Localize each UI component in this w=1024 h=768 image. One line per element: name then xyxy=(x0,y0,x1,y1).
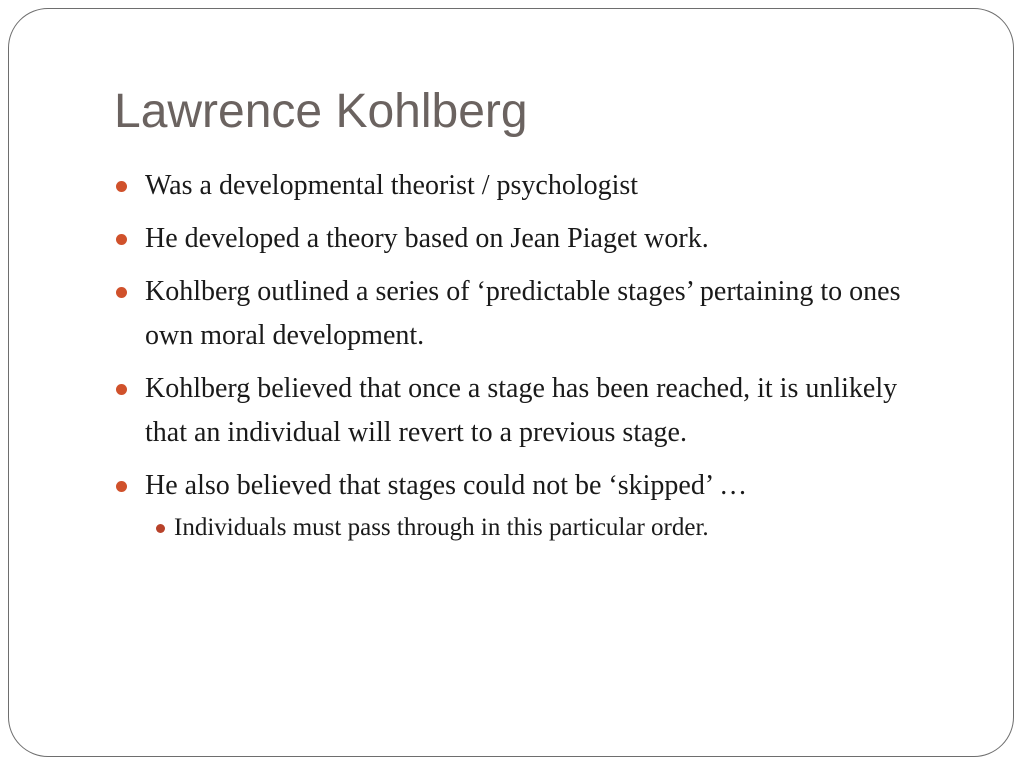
bullet-item xyxy=(114,164,944,208)
bullet-dot-icon xyxy=(116,287,127,298)
bullet-text: Was a developmental theorist / psychologist xyxy=(145,170,639,201)
bullet-item xyxy=(114,270,944,358)
bullet-text: He developed a theory based on Jean Piaget work. xyxy=(145,223,709,254)
bullet-text: He also believed that stages could not be ‘skipped’ … xyxy=(145,470,748,501)
bullet-item xyxy=(114,464,944,508)
bullet-list xyxy=(114,164,944,545)
bullet-item xyxy=(114,217,944,261)
bullet-text: Kohlberg believed that once a stage has been reached, it is unlikely that an individual will revert to a previous stage. xyxy=(145,373,898,448)
sub-bullet-text: Individuals must pass through in this particular order. xyxy=(174,514,709,541)
bullet-text: Kohlberg outlined a series of ‘predictable stages’ pertaining to ones own moral development. xyxy=(145,276,901,351)
bullet-item xyxy=(114,367,944,455)
bullet-dot-icon xyxy=(116,384,127,395)
slide-title: Lawrence Kohlberg xyxy=(114,85,528,138)
bullet-dot-icon xyxy=(116,481,127,492)
bullet-dot-icon xyxy=(116,234,127,245)
sub-bullet-item xyxy=(114,511,944,545)
bullet-dot-icon xyxy=(116,181,127,192)
sub-bullet-dot-icon xyxy=(156,524,165,533)
